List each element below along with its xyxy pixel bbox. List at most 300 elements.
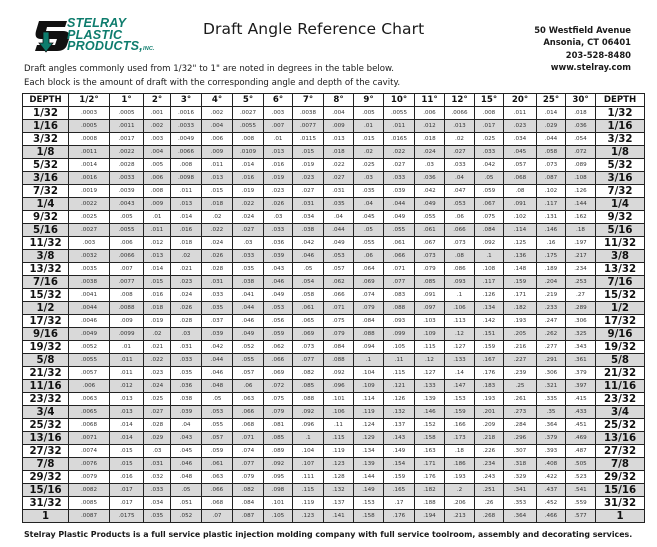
draft-value-cell: .35 bbox=[537, 406, 566, 419]
draft-value-cell: .01 bbox=[354, 120, 384, 133]
draft-value-cell: .0003 bbox=[69, 107, 110, 120]
depth-cell-right: 5/8 bbox=[596, 354, 645, 367]
draft-value-cell: .055 bbox=[384, 224, 415, 237]
draft-value-cell: .318 bbox=[504, 458, 537, 471]
column-header-angle: 11° bbox=[415, 94, 445, 107]
address-city: Ansonia, CT 06401 bbox=[543, 37, 631, 48]
draft-value-cell: .027 bbox=[293, 185, 324, 198]
draft-value-cell: .002 bbox=[202, 107, 233, 120]
depth-cell-right: 1/4 bbox=[596, 198, 645, 211]
draft-value-cell: .053 bbox=[445, 198, 475, 211]
draft-value-cell: .03 bbox=[171, 328, 202, 341]
draft-value-cell: .0071 bbox=[69, 432, 110, 445]
draft-value-cell: .034 bbox=[144, 497, 171, 510]
draft-value-cell: .015 bbox=[202, 185, 233, 198]
draft-value-cell: .16 bbox=[537, 237, 566, 250]
draft-value-cell: .233 bbox=[537, 302, 566, 315]
column-header-angle: 7° bbox=[293, 94, 324, 107]
draft-value-cell: .048 bbox=[171, 471, 202, 484]
draft-value-cell: .167 bbox=[475, 354, 504, 367]
draft-value-cell: .074 bbox=[354, 289, 384, 302]
draft-value-cell: .194 bbox=[415, 510, 445, 523]
draft-value-cell: .159 bbox=[445, 406, 475, 419]
table-body bbox=[23, 107, 645, 523]
draft-value-cell: .0077 bbox=[110, 276, 144, 289]
draft-value-cell: .05 bbox=[293, 263, 324, 276]
draft-value-cell: .046 bbox=[264, 276, 293, 289]
column-header-angle: 9° bbox=[354, 94, 384, 107]
draft-value-cell: .033 bbox=[264, 224, 293, 237]
table-row bbox=[23, 510, 645, 523]
draft-value-cell: .03 bbox=[354, 172, 384, 185]
table-row bbox=[23, 185, 645, 198]
draft-value-cell: .018 bbox=[202, 198, 233, 211]
column-header-angle: 4° bbox=[202, 94, 233, 107]
draft-value-cell: .044 bbox=[537, 133, 566, 146]
draft-value-cell: .013 bbox=[264, 146, 293, 159]
draft-value-cell: .044 bbox=[384, 198, 415, 211]
draft-value-cell: .01 bbox=[110, 341, 144, 354]
draft-value-cell: .036 bbox=[264, 237, 293, 250]
draft-value-cell: .005 bbox=[354, 107, 384, 120]
column-header-angle: 1° bbox=[110, 94, 144, 107]
draft-value-cell: .095 bbox=[264, 471, 293, 484]
draft-value-cell: .253 bbox=[566, 276, 596, 289]
draft-value-cell: .0065 bbox=[69, 406, 110, 419]
draft-value-cell: .0076 bbox=[69, 458, 110, 471]
draft-value-cell: .059 bbox=[475, 185, 504, 198]
depth-cell-right: 17/32 bbox=[596, 315, 645, 328]
draft-value-cell: .26 bbox=[475, 497, 504, 510]
draft-value-cell: .125 bbox=[504, 237, 537, 250]
draft-value-cell: .104 bbox=[354, 367, 384, 380]
draft-value-cell: .073 bbox=[537, 159, 566, 172]
draft-value-cell: .02 bbox=[445, 133, 475, 146]
draft-value-cell: .227 bbox=[504, 354, 537, 367]
draft-value-cell: .043 bbox=[264, 263, 293, 276]
draft-value-cell: .023 bbox=[171, 276, 202, 289]
depth-cell-right: 1/32 bbox=[596, 107, 645, 120]
draft-value-cell: .171 bbox=[415, 458, 445, 471]
draft-value-cell: .015 bbox=[110, 445, 144, 458]
draft-value-cell: .011 bbox=[171, 185, 202, 198]
draft-value-cell: .186 bbox=[445, 458, 475, 471]
column-header-angle: 12° bbox=[445, 94, 475, 107]
draft-value-cell: .042 bbox=[293, 237, 324, 250]
draft-value-cell: .162 bbox=[566, 211, 596, 224]
draft-value-cell: .11 bbox=[324, 419, 354, 432]
draft-value-cell: .02 bbox=[202, 211, 233, 224]
draft-value-cell: .201 bbox=[475, 406, 504, 419]
draft-value-cell: .089 bbox=[264, 445, 293, 458]
draft-value-cell: .0087 bbox=[69, 510, 110, 523]
draft-value-cell: .092 bbox=[293, 406, 324, 419]
draft-value-cell: .01 bbox=[264, 133, 293, 146]
draft-value-cell: .046 bbox=[293, 250, 324, 263]
table-row bbox=[23, 107, 645, 120]
draft-value-cell: .142 bbox=[475, 315, 504, 328]
draft-value-cell: .0079 bbox=[69, 471, 110, 484]
draft-value-cell: .261 bbox=[504, 393, 537, 406]
draft-value-cell: .071 bbox=[233, 432, 264, 445]
draft-value-cell: .05 bbox=[475, 172, 504, 185]
draft-value-cell: .055 bbox=[202, 419, 233, 432]
draft-value-cell: .119 bbox=[324, 445, 354, 458]
depth-cell-right: 19/32 bbox=[596, 341, 645, 354]
draft-value-cell: .018 bbox=[415, 133, 445, 146]
draft-value-cell: .062 bbox=[324, 276, 354, 289]
draft-value-cell: .066 bbox=[445, 224, 475, 237]
draft-value-cell: .08 bbox=[504, 185, 537, 198]
draft-value-cell: .046 bbox=[171, 458, 202, 471]
draft-value-cell: .126 bbox=[384, 393, 415, 406]
depth-cell-right: 1 bbox=[596, 510, 645, 523]
draft-value-cell: .234 bbox=[566, 263, 596, 276]
draft-value-cell: .451 bbox=[566, 419, 596, 432]
depth-cell-left: 13/32 bbox=[23, 263, 69, 276]
column-header-angle: 3° bbox=[171, 94, 202, 107]
draft-value-cell: .012 bbox=[415, 120, 445, 133]
draft-value-cell: .149 bbox=[384, 445, 415, 458]
draft-value-cell: .085 bbox=[293, 380, 324, 393]
depth-cell-left: 27/32 bbox=[23, 445, 69, 458]
draft-value-cell: .0063 bbox=[69, 393, 110, 406]
draft-value-cell: .137 bbox=[384, 419, 415, 432]
table-row bbox=[23, 237, 645, 250]
draft-value-cell: .06 bbox=[233, 380, 264, 393]
draft-value-cell: .103 bbox=[415, 315, 445, 328]
depth-cell-right: 3/32 bbox=[596, 133, 645, 146]
draft-value-cell: .098 bbox=[264, 484, 293, 497]
draft-value-cell: .035 bbox=[171, 367, 202, 380]
draft-value-cell: .056 bbox=[264, 315, 293, 328]
draft-value-cell: .021 bbox=[144, 341, 171, 354]
depth-cell-left: 11/16 bbox=[23, 380, 69, 393]
table-row bbox=[23, 276, 645, 289]
draft-value-cell: .1 bbox=[475, 250, 504, 263]
draft-value-cell: .028 bbox=[202, 263, 233, 276]
draft-value-cell: .009 bbox=[144, 198, 171, 211]
draft-value-cell: .027 bbox=[384, 159, 415, 172]
draft-value-cell: .017 bbox=[475, 120, 504, 133]
draft-value-cell: .0165 bbox=[384, 133, 415, 146]
draft-value-cell: .117 bbox=[475, 276, 504, 289]
depth-cell-left: 25/32 bbox=[23, 419, 69, 432]
draft-value-cell: .393 bbox=[537, 445, 566, 458]
draft-value-cell: .094 bbox=[354, 341, 384, 354]
draft-value-cell: .176 bbox=[475, 367, 504, 380]
depth-cell-left: 13/16 bbox=[23, 432, 69, 445]
draft-value-cell: .17 bbox=[384, 497, 415, 510]
draft-value-cell: .044 bbox=[324, 224, 354, 237]
draft-value-cell: .146 bbox=[537, 224, 566, 237]
draft-value-cell: .0027 bbox=[233, 107, 264, 120]
draft-value-cell: .126 bbox=[566, 185, 596, 198]
draft-value-cell: .034 bbox=[504, 133, 537, 146]
draft-value-cell: .027 bbox=[144, 406, 171, 419]
draft-value-cell: .049 bbox=[233, 328, 264, 341]
draft-value-cell: .055 bbox=[233, 354, 264, 367]
draft-value-cell: .559 bbox=[566, 497, 596, 510]
table-row bbox=[23, 445, 645, 458]
draft-value-cell: .0038 bbox=[293, 107, 324, 120]
draft-value-cell: .068 bbox=[202, 497, 233, 510]
draft-value-cell: .289 bbox=[566, 302, 596, 315]
draft-value-cell: .268 bbox=[475, 510, 504, 523]
draft-value-cell: .0039 bbox=[110, 185, 144, 198]
draft-value-cell: .058 bbox=[293, 289, 324, 302]
draft-value-cell: .132 bbox=[384, 406, 415, 419]
draft-value-cell: .068 bbox=[233, 419, 264, 432]
column-header-depth: DEPTH bbox=[596, 94, 645, 107]
draft-value-cell: .082 bbox=[233, 484, 264, 497]
draft-value-cell: .012 bbox=[144, 237, 171, 250]
draft-value-cell: .093 bbox=[445, 276, 475, 289]
draft-value-cell: .251 bbox=[475, 484, 504, 497]
draft-value-cell: .022 bbox=[233, 198, 264, 211]
draft-value-cell: .173 bbox=[445, 432, 475, 445]
draft-value-cell: .0085 bbox=[69, 497, 110, 510]
depth-cell-right: 15/16 bbox=[596, 484, 645, 497]
draft-value-cell: .069 bbox=[354, 276, 384, 289]
draft-value-cell: .033 bbox=[445, 159, 475, 172]
draft-value-cell: .072 bbox=[264, 380, 293, 393]
draft-value-cell: .353 bbox=[504, 497, 537, 510]
draft-value-cell: .166 bbox=[445, 419, 475, 432]
draft-value-cell: .074 bbox=[233, 445, 264, 458]
table-row bbox=[23, 341, 645, 354]
draft-value-cell: .206 bbox=[445, 497, 475, 510]
draft-value-cell: .034 bbox=[293, 211, 324, 224]
draft-value-cell: .04 bbox=[445, 172, 475, 185]
draft-value-cell: .061 bbox=[384, 237, 415, 250]
draft-value-cell: .071 bbox=[384, 263, 415, 276]
depth-cell-left: 29/32 bbox=[23, 471, 69, 484]
draft-value-cell: .104 bbox=[293, 445, 324, 458]
draft-value-cell: .014 bbox=[537, 107, 566, 120]
draft-value-cell: .0016 bbox=[69, 172, 110, 185]
draft-value-cell: .066 bbox=[264, 354, 293, 367]
draft-value-cell: .025 bbox=[354, 159, 384, 172]
draft-value-cell: .153 bbox=[445, 393, 475, 406]
column-header-angle: 30° bbox=[566, 94, 596, 107]
intro-text bbox=[24, 62, 400, 90]
depth-cell-left: 23/32 bbox=[23, 393, 69, 406]
draft-value-cell: .139 bbox=[415, 393, 445, 406]
draft-value-cell: .0068 bbox=[69, 419, 110, 432]
draft-value-cell: .022 bbox=[324, 159, 354, 172]
draft-value-cell: .038 bbox=[293, 224, 324, 237]
draft-value-cell: .01 bbox=[144, 211, 171, 224]
draft-value-cell: .07 bbox=[202, 510, 233, 523]
draft-value-cell: .197 bbox=[566, 237, 596, 250]
draft-value-cell: .013 bbox=[110, 406, 144, 419]
draft-value-cell: .136 bbox=[504, 250, 537, 263]
depth-cell-left: 5/16 bbox=[23, 224, 69, 237]
draft-value-cell: .087 bbox=[537, 172, 566, 185]
table-row bbox=[23, 432, 645, 445]
draft-value-cell: .026 bbox=[264, 198, 293, 211]
draft-value-cell: .008 bbox=[233, 133, 264, 146]
depth-cell-right: 29/32 bbox=[596, 471, 645, 484]
draft-value-cell: .144 bbox=[354, 471, 384, 484]
draft-value-cell: .059 bbox=[202, 445, 233, 458]
draft-value-cell: .03 bbox=[144, 445, 171, 458]
depth-cell-right: 7/8 bbox=[596, 458, 645, 471]
draft-value-cell: .024 bbox=[415, 146, 445, 159]
depth-cell-right: 1/2 bbox=[596, 302, 645, 315]
company-address bbox=[534, 24, 631, 73]
table-row bbox=[23, 224, 645, 237]
draft-value-cell: .159 bbox=[504, 276, 537, 289]
draft-value-cell: .1 bbox=[293, 432, 324, 445]
draft-value-cell: .101 bbox=[324, 393, 354, 406]
draft-value-cell: .002 bbox=[144, 120, 171, 133]
draft-value-cell: .075 bbox=[264, 393, 293, 406]
depth-cell-left: 9/16 bbox=[23, 328, 69, 341]
draft-value-cell: .0035 bbox=[69, 263, 110, 276]
table-row bbox=[23, 367, 645, 380]
draft-value-cell: .089 bbox=[566, 159, 596, 172]
draft-value-cell: .054 bbox=[293, 276, 324, 289]
draft-value-cell: .085 bbox=[415, 276, 445, 289]
depth-cell-left: 3/8 bbox=[23, 250, 69, 263]
table-row bbox=[23, 406, 645, 419]
depth-cell-left: 7/8 bbox=[23, 458, 69, 471]
draft-value-cell: .025 bbox=[475, 133, 504, 146]
draft-value-cell: .023 bbox=[293, 172, 324, 185]
draft-value-cell: .069 bbox=[293, 328, 324, 341]
column-header-angle: 25° bbox=[537, 94, 566, 107]
draft-value-cell: .026 bbox=[171, 302, 202, 315]
draft-value-cell: .0055 bbox=[233, 120, 264, 133]
draft-value-cell: .057 bbox=[504, 159, 537, 172]
draft-value-cell: .04 bbox=[171, 419, 202, 432]
draft-value-cell: .262 bbox=[537, 328, 566, 341]
address-street: 50 Westfield Avenue bbox=[534, 25, 631, 35]
draft-value-cell: .063 bbox=[233, 393, 264, 406]
depth-cell-left: 1/8 bbox=[23, 146, 69, 159]
draft-value-cell: .019 bbox=[233, 185, 264, 198]
draft-value-cell: .011 bbox=[144, 224, 171, 237]
draft-value-cell: .239 bbox=[504, 367, 537, 380]
draft-value-cell: .092 bbox=[324, 367, 354, 380]
draft-value-cell: .149 bbox=[354, 484, 384, 497]
address-phone: 203-528-8480 bbox=[565, 49, 631, 60]
draft-value-cell: .029 bbox=[144, 432, 171, 445]
draft-value-cell: .05 bbox=[171, 484, 202, 497]
draft-value-cell: .02 bbox=[144, 328, 171, 341]
draft-value-cell: .0066 bbox=[110, 250, 144, 263]
draft-value-cell: .011 bbox=[384, 120, 415, 133]
depth-cell-left: 5/8 bbox=[23, 354, 69, 367]
draft-value-cell: .131 bbox=[537, 211, 566, 224]
draft-value-cell: .055 bbox=[354, 237, 384, 250]
draft-value-cell: .159 bbox=[384, 471, 415, 484]
draft-value-cell: .024 bbox=[171, 289, 202, 302]
draft-value-cell: .031 bbox=[202, 276, 233, 289]
draft-value-cell: .006 bbox=[144, 172, 171, 185]
depth-cell-left: 1/16 bbox=[23, 120, 69, 133]
table-row bbox=[23, 484, 645, 497]
table-row bbox=[23, 250, 645, 263]
depth-cell-right: 31/32 bbox=[596, 497, 645, 510]
table-row bbox=[23, 289, 645, 302]
draft-value-cell: .127 bbox=[445, 341, 475, 354]
table-row bbox=[23, 172, 645, 185]
draft-value-cell: .097 bbox=[415, 302, 445, 315]
draft-value-cell: .0088 bbox=[110, 302, 144, 315]
draft-value-cell: .091 bbox=[504, 198, 537, 211]
draft-value-cell: .016 bbox=[144, 289, 171, 302]
draft-value-cell: .035 bbox=[324, 198, 354, 211]
draft-value-cell: .0055 bbox=[69, 354, 110, 367]
draft-value-cell: .193 bbox=[504, 315, 537, 328]
page-title: Draft Angle Reference Chart bbox=[203, 20, 425, 38]
draft-value-cell: .147 bbox=[445, 380, 475, 393]
draft-value-cell: .049 bbox=[324, 237, 354, 250]
draft-value-cell: .028 bbox=[144, 419, 171, 432]
draft-value-cell: .153 bbox=[354, 497, 384, 510]
draft-value-cell: .047 bbox=[445, 185, 475, 198]
draft-value-cell: .065 bbox=[293, 315, 324, 328]
draft-value-cell: .006 bbox=[69, 380, 110, 393]
draft-value-cell: .0052 bbox=[69, 341, 110, 354]
draft-value-cell: .379 bbox=[537, 432, 566, 445]
draft-value-cell: .134 bbox=[354, 445, 384, 458]
draft-value-cell: .105 bbox=[264, 510, 293, 523]
draft-value-cell: .003 bbox=[144, 133, 171, 146]
draft-value-cell: .119 bbox=[293, 497, 324, 510]
address-website[interactable]: www.stelray.com bbox=[550, 61, 631, 72]
draft-value-cell: .061 bbox=[202, 458, 233, 471]
draft-value-cell: .0175 bbox=[110, 510, 144, 523]
draft-value-cell: .0008 bbox=[69, 133, 110, 146]
draft-value-cell: .0032 bbox=[69, 250, 110, 263]
draft-value-cell: .243 bbox=[475, 471, 504, 484]
draft-value-cell: .071 bbox=[324, 302, 354, 315]
draft-value-cell: .017 bbox=[110, 484, 144, 497]
draft-value-cell: .163 bbox=[415, 445, 445, 458]
draft-value-cell: .437 bbox=[537, 484, 566, 497]
draft-value-cell: .117 bbox=[537, 198, 566, 211]
draft-value-cell: .0115 bbox=[293, 133, 324, 146]
draft-value-cell: .433 bbox=[566, 406, 596, 419]
draft-value-cell: .031 bbox=[293, 198, 324, 211]
draft-value-cell: .024 bbox=[144, 380, 171, 393]
draft-value-cell: .054 bbox=[566, 133, 596, 146]
depth-cell-left: 1 bbox=[23, 510, 69, 523]
company-logo bbox=[33, 16, 163, 55]
draft-value-cell: .1 bbox=[445, 289, 475, 302]
draft-value-cell: .099 bbox=[384, 328, 415, 341]
draft-value-cell: .039 bbox=[171, 406, 202, 419]
draft-value-cell: .022 bbox=[384, 146, 415, 159]
draft-value-cell: .0099 bbox=[110, 328, 144, 341]
draft-value-cell: .335 bbox=[537, 393, 566, 406]
draft-value-cell: .0028 bbox=[110, 159, 144, 172]
draft-value-cell: .277 bbox=[537, 341, 566, 354]
draft-value-cell: .018 bbox=[566, 107, 596, 120]
draft-value-cell: .082 bbox=[293, 367, 324, 380]
draft-value-cell: .0109 bbox=[233, 146, 264, 159]
draft-value-cell: .114 bbox=[504, 224, 537, 237]
draft-value-cell: .016 bbox=[264, 159, 293, 172]
draft-value-cell: .048 bbox=[202, 380, 233, 393]
draft-value-cell: .469 bbox=[566, 432, 596, 445]
table-row bbox=[23, 146, 645, 159]
draft-value-cell: .068 bbox=[504, 172, 537, 185]
